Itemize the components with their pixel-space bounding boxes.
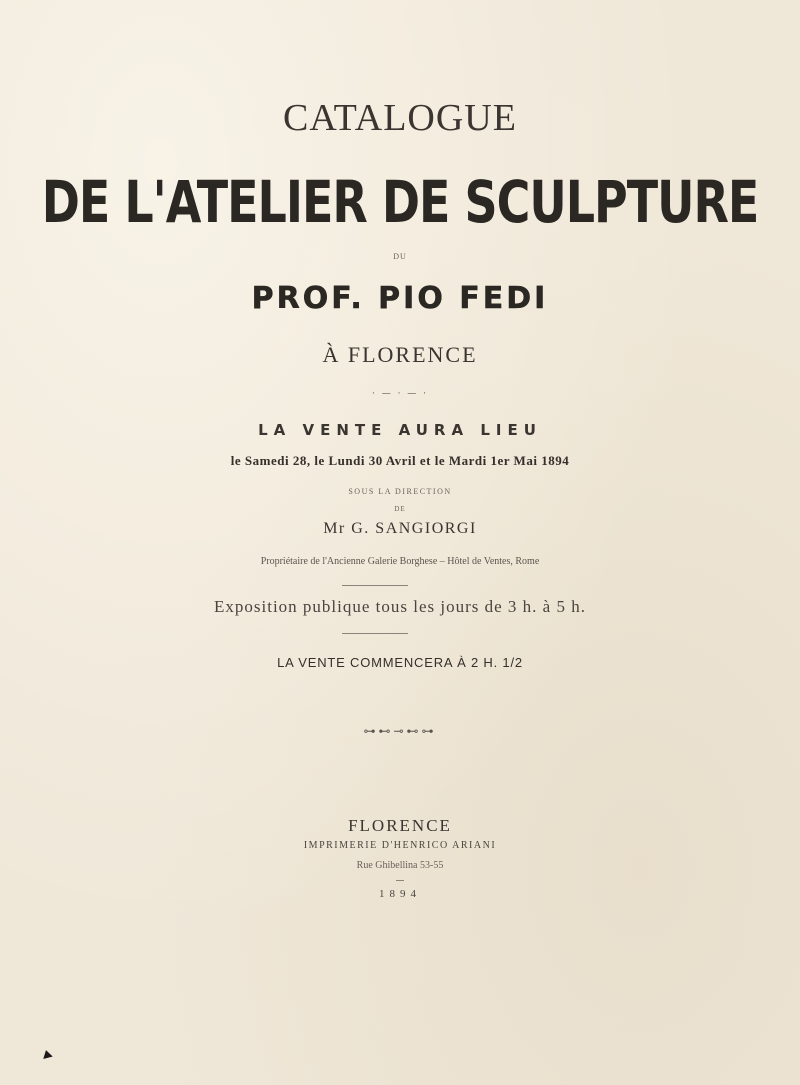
city-subtitle: À FLORENCE [322,342,478,367]
corner-mark [41,1049,53,1059]
sale-dates: le Samedi 28, le Lundi 30 Avril et le Mardi 1er Mai 1894 [230,453,570,468]
direction-label: SOUS LA DIRECTION [348,487,452,496]
imprint-printer: IMPRIMERIE D'HENRICO ARIANI [303,840,497,851]
sale-heading: LA VENTE AURA LIEU [258,421,542,439]
director-title: Propriétaire de l'Ancienne Galerie Borghese – Hôtel de Ventes, Rome [260,556,540,567]
divider-rule-upper [342,585,408,586]
divider-rule-lower [342,633,408,634]
catalogue-heading: CATALOGUE [283,97,517,139]
de-label: DE [394,505,406,513]
imprint-city: FLORENCE [348,816,452,835]
director-name: Mr G. SANGIORGI [323,520,477,537]
imprint-address: Rue Ghibellina 53-55 [356,860,444,871]
year-dash [396,880,404,881]
small-divider-ornament: · — · — · [371,389,429,399]
atelier-title: DE L'ATELIER DE SCULPTURE [41,168,759,236]
artist-name: PROF. PIO FEDI [251,281,549,316]
imprint-year: 1894 [379,888,421,900]
exposition-hours: Exposition publique tous les jours de 3 h. à 5 h. [214,597,586,616]
sale-start-time: LA VENTE COMMENCERA À 2 H. 1/2 [277,655,523,670]
fleuron-ornament: ⊶⊷⊸⊷⊶ [363,724,437,738]
du-label: DU [393,252,407,261]
